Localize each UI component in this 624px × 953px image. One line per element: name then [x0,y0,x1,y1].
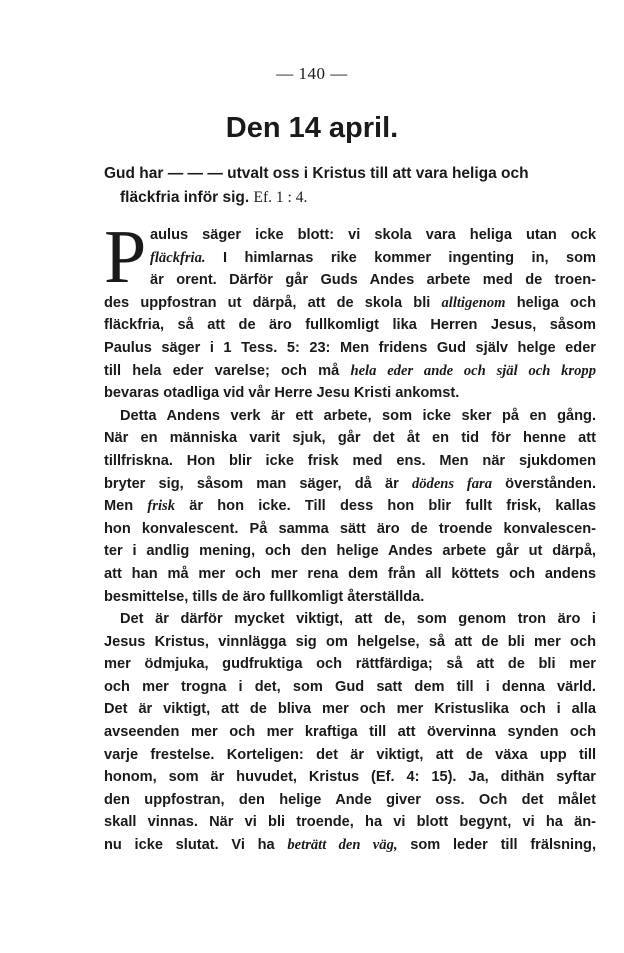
text-segment: är hon icke. Till dess hon blir fullt frisk, kallas [175,498,596,515]
text-line: tillfriskna. Hon blir icke frisk med ens. Men när sjukdomen [104,452,596,469]
text-line [104,292,596,315]
text-line: Det är därför mycket viktigt, att de, som genom tron äro i [120,611,596,628]
scripture-line-1: Gud har — — — utvalt oss i Kristus till att vara heliga och [104,165,529,182]
text-line: besmittelse, tills de äro fullkomligt återställda. [104,588,425,605]
text-segment: överstånden. [492,475,596,492]
text-line: Detta Andens verk är ett arbete, som icke sker på en gång. [120,407,596,424]
text-line [104,247,596,270]
body-text [104,215,596,857]
text-segment: till hela eder varelse; och må [104,362,351,379]
text-segment: bryter sig, såsom man säger, då är [104,475,412,492]
text-line: fläckfria, så att de äro fullkomligt lika Herren Jesus, såsom [104,317,596,334]
italic-text: frisk [147,498,175,515]
scripture-quote [104,162,596,210]
text-line: avseenden mer och mer kraftiga till att övervinna synden och [104,724,596,741]
page-title: Den 14 april. [225,112,399,144]
italic-text: fläckfria. [150,249,206,266]
italic-text: hela eder ande och själ och kropp [350,362,596,379]
text-segment: som leder till frälsning, [397,837,596,854]
text-line: Jesus Kristus, vinnlägga sig om helgelse, så att de bli mer och [104,633,596,650]
text-line [104,834,596,857]
italic-text: beträtt den väg, [287,837,398,854]
text-line: bevaras otadliga vid vår Herre Jesu Kristi ankomst. [104,385,460,402]
text-line: När en människa varit sjuk, går det åt en tid för henne att [104,430,596,447]
text-segment: des uppfostran ut därpå, att de skola bli [104,294,442,311]
text-line [104,473,596,496]
text-line: aulus säger icke blott: vi skola vara heliga utan ock [150,227,596,243]
text-line: hon konvalescent. På samma sätt äro de troende konvalescen- [104,520,596,537]
text-line: och mer trogna i det, som Gud satt dem till i denna värld. [104,678,596,695]
text-line [104,360,596,383]
text-segment: Men [104,498,148,515]
text-line [104,495,596,518]
page-number: — 140 — [276,64,348,83]
text-segment: nu icke slutat. Vi ha [104,837,288,854]
text-line: ter i andlig mening, och den helige Andes arbete går ut därpå, [104,543,596,560]
text-line: varje frestelse. Korteligen: det är viktigt, att de växa upp till [104,746,596,763]
italic-text: alltigenom [441,294,506,311]
drop-cap: P [104,215,147,299]
text-line: Det är viktigt, att de bliva mer och mer Kristuslika och i alla [104,701,596,718]
text-line: Paulus säger i 1 Tess. 5: 23: Men fridens Gud själv helge eder [104,339,596,356]
italic-text: dödens fara [411,475,492,492]
text-segment: I himlarnas rike kommer ingenting in, som [205,249,596,266]
text-line: skall vinnas. När vi bli troende, ha vi blott begynt, vi ha än- [104,814,596,831]
scripture-reference: Ef. 1 : 4. [253,189,308,206]
scripture-line-2-text: fläckfria inför sig. [120,189,250,206]
text-line: är orent. Därför går Guds Andes arbete med de troen- [150,272,596,289]
text-line: den uppfostran, den helige Ande giver oss. Och det målet [104,791,596,808]
text-line: honom, som är huvudet, Kristus (Ef. 4: 15). Ja, dithän syftar [104,769,596,786]
scripture-line-2 [104,186,596,210]
text-line: att han må mer och mer rena dem från all köttets och andens [104,565,596,582]
text-line: mer ödmjuka, gudfruktiga och rättfärdiga; så att de bli mer [104,656,596,673]
text-segment: heliga och [505,294,596,311]
